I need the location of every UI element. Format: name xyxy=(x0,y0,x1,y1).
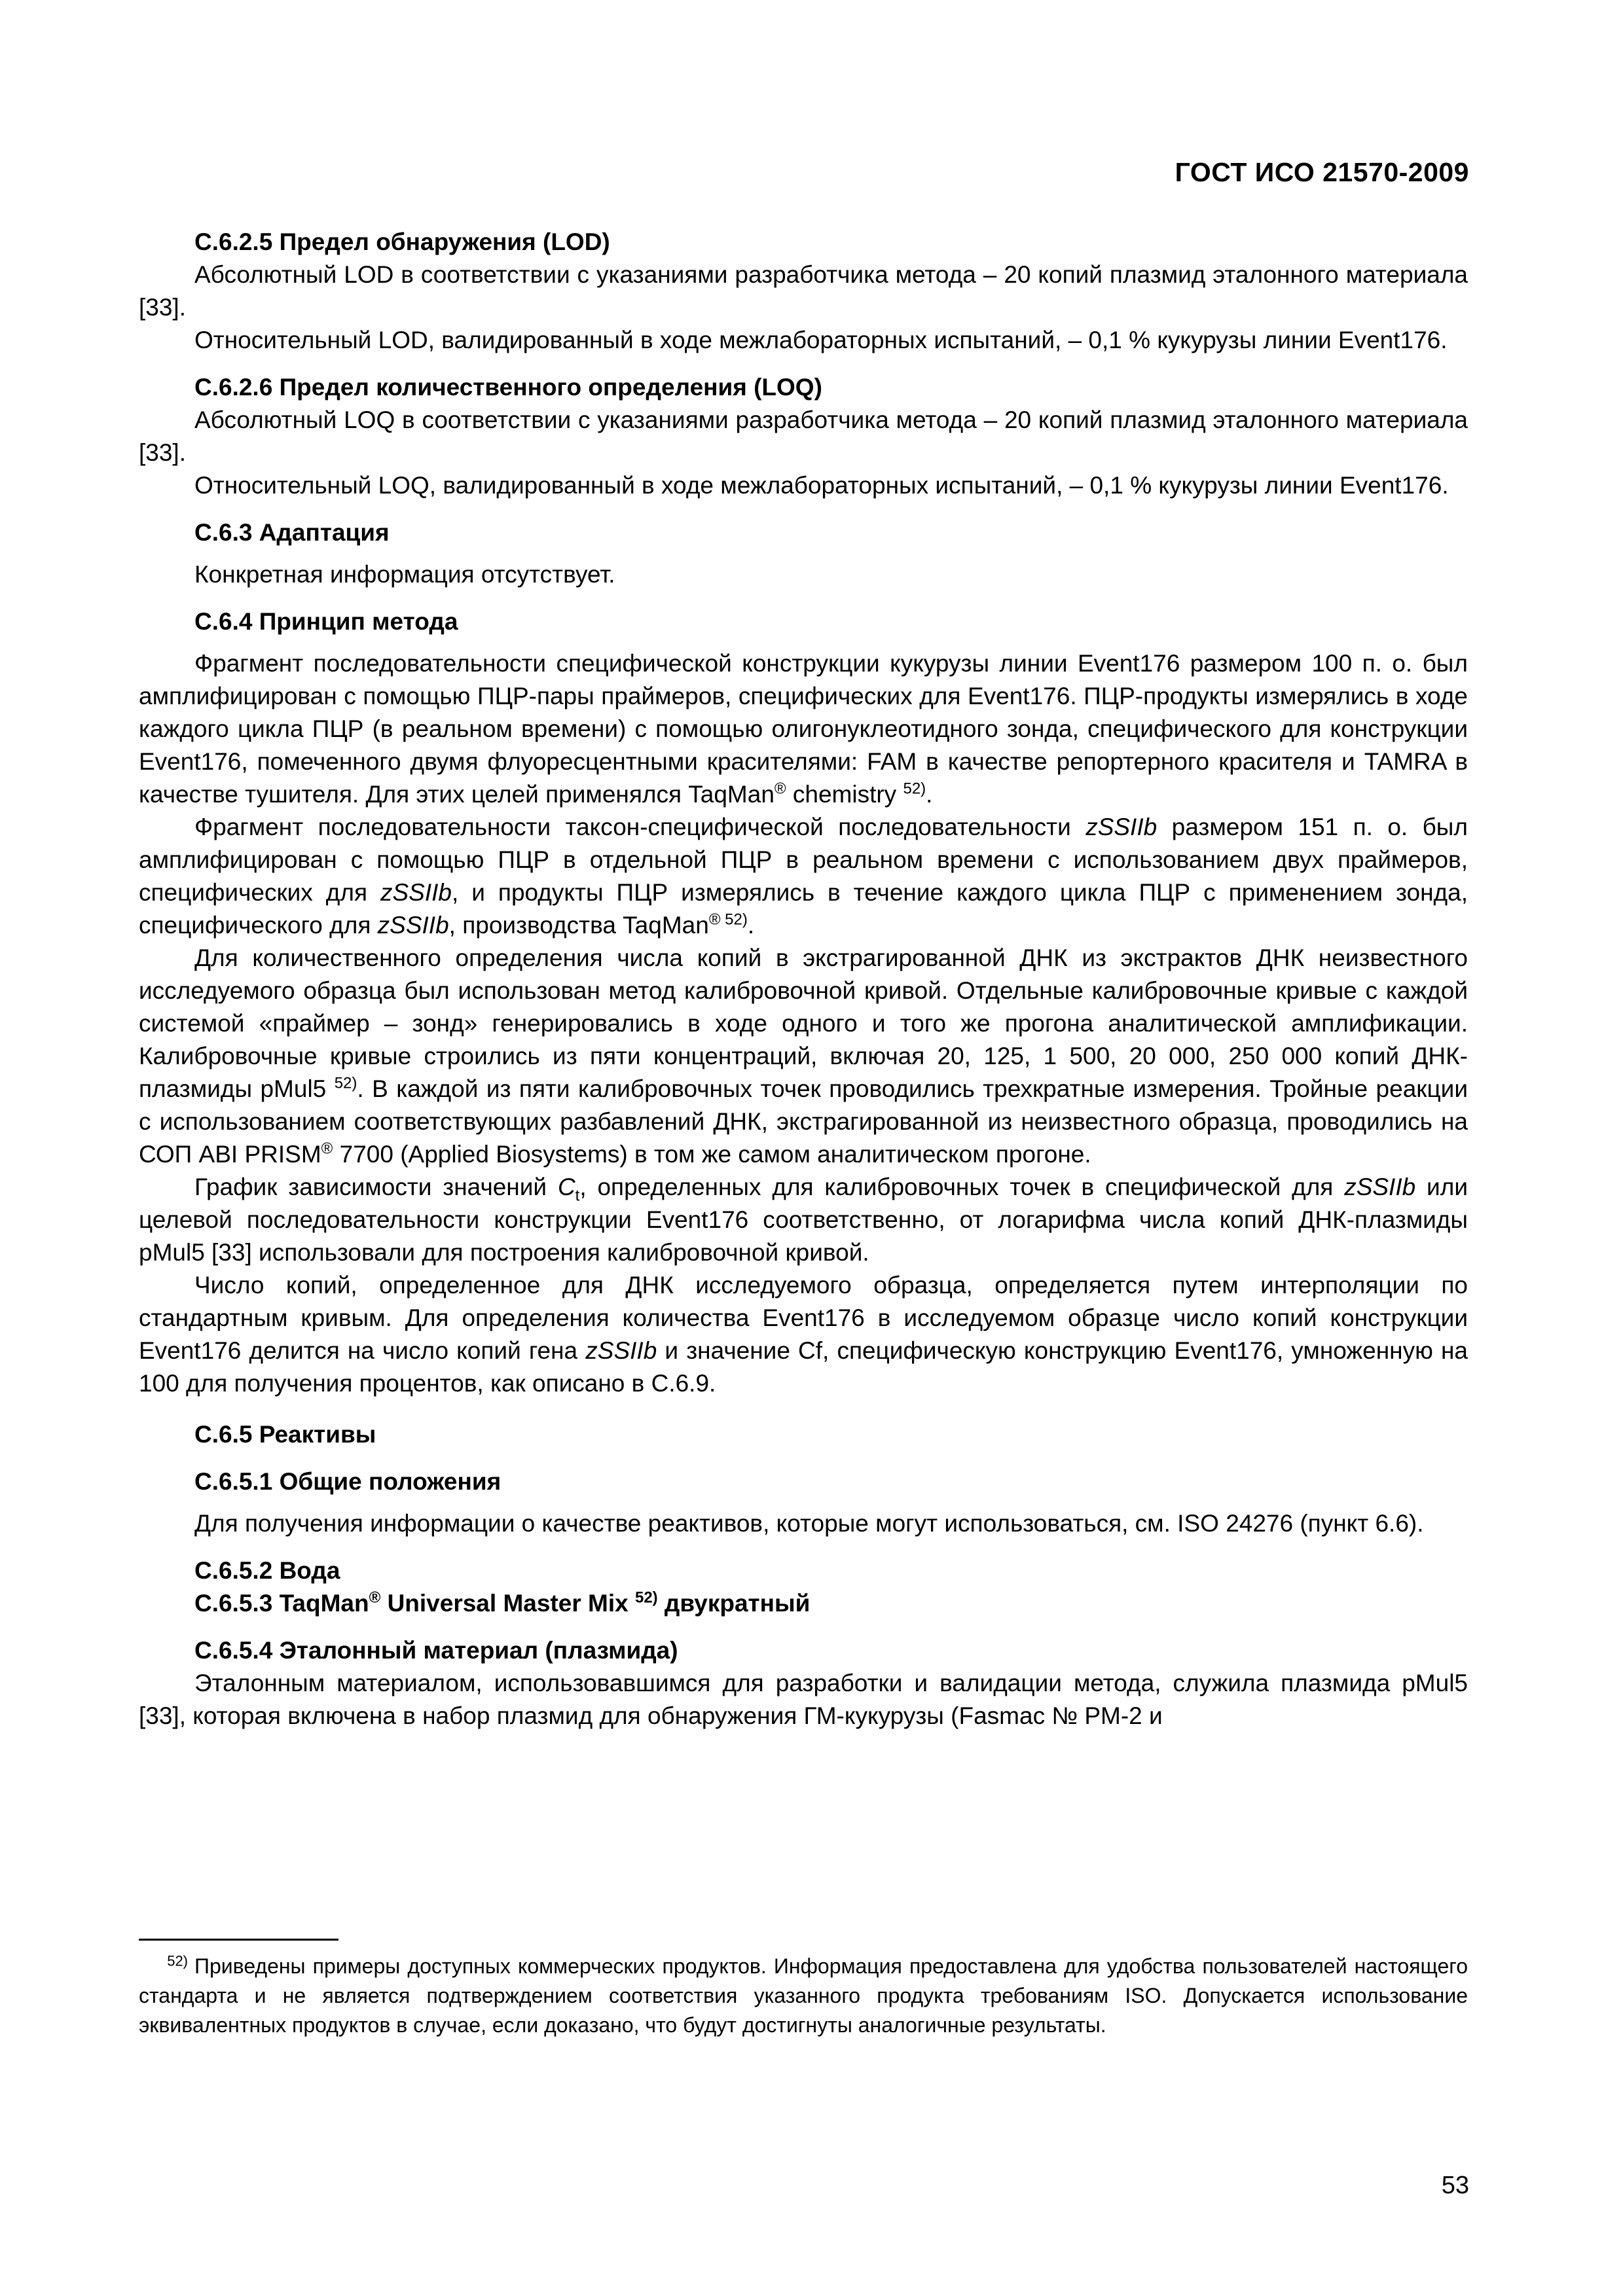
footnote-mark xyxy=(139,1952,194,1981)
loq-absolute-paragraph: Абсолютный LOQ в соответствии с указаниями разработчика метода – 20 копий плазмид эталонного материала [33]. xyxy=(139,406,1468,466)
footnote-text: Приведены примеры доступных коммерческих продуктов. Информация предоставлена для удобства пользователей настоящего стандарта и не является подтверждением соответствия указанного продукта требованиям ISO. Допускается использование эквивалентных продуктов в случае, если доказано, что будут достигнуты аналогичные результаты. xyxy=(139,1954,1468,2037)
principle-paragraph-2 xyxy=(139,811,1468,942)
principle-paragraph-3 xyxy=(139,942,1468,1171)
text-run: , определенных для калибровочных точек в специфической для xyxy=(579,1174,1345,1200)
gene-name: zSSIIb xyxy=(1085,814,1158,840)
text-run: и значение Cf, специфическую конструкцию Event176, умноженную на 100 для получения процентов, как описано в С.6.9. xyxy=(139,1337,1468,1397)
text-run: , и продукты ПЦР измерялись в течение каждого цикла ПЦР с применением зонда, специфического для xyxy=(139,879,1468,939)
principle-paragraph-1 xyxy=(139,647,1468,811)
document-code: ГОСТ ИСО 21570-2009 xyxy=(1175,157,1469,187)
heading-general-provisions: С.6.5.1 Общие положения xyxy=(194,1468,501,1495)
heading-reference-material: С.6.5.4 Эталонный материал (плазмида) xyxy=(194,1637,678,1664)
footnote-divider xyxy=(139,1939,338,1941)
loq-relative-paragraph: Относительный LOQ, валидированный в ходе межлабораторных испытаний, – 0,1 % кукурузы линии Event176. xyxy=(194,472,1449,499)
footnote-mark-number: 52) xyxy=(167,1952,188,1969)
lod-absolute-paragraph: Абсолютный LOD в соответствии с указаниями разработчика метода – 20 копий плазмид эталонного материала [33]. xyxy=(139,261,1468,321)
footnote-ref: 52) xyxy=(634,1588,658,1607)
registered-mark: ® xyxy=(708,910,721,929)
registered-mark: ® xyxy=(321,1139,333,1158)
text-run: или целевой последовательности конструкции Event176 соответственно, от логарифма числа копий ДНК-плазмиды pMul5 [33] использовали для построения калибровочной кривой. xyxy=(139,1174,1468,1266)
heading-method-principle: С.6.4 Принцип метода xyxy=(194,608,458,635)
text-run: Фрагмент последовательности специфической конструкции кукурузы линии Event176 размером 100 п. о. был амплифицирован с помощью ПЦР-пары праймеров, специфических для Event176. ПЦР-продукты измерялись в ходе каждого цикла ПЦР (в реальном времени) с помощью олигонуклеотидного зонда, специфического для конструкции Event176, помеченного двумя флуоресцентными красителями: FAM в качестве репортерного красителя и TAMRA в качестве тушителя. Для этих целей применялся TaqMan xyxy=(139,650,1468,808)
text-run: Число копий, определенное для ДНК исследуемого образца, определяется путем интерполяции по стандартным кривым. Для определения количества Event176 в исследуемом образце число копий конструкции Event176 делится на число копий гена xyxy=(139,1272,1468,1364)
gene-name: zSSIIb xyxy=(377,912,449,939)
principle-paragraph-5 xyxy=(139,1269,1468,1400)
heading-loq: С.6.2.6 Предел количественного определения (LOQ) xyxy=(194,374,822,401)
footnote xyxy=(139,1952,1468,2040)
main-content xyxy=(139,226,1468,1732)
text-run: chemistry xyxy=(786,781,903,808)
principle-paragraph-4 xyxy=(139,1171,1468,1269)
ct-subscript: t xyxy=(575,1187,580,1205)
general-provisions-paragraph: Для получения информации о качестве реактивов, которые могут использоваться, см. ISO 24276 (пункт 6.6). xyxy=(194,1510,1424,1537)
footnote-ref: 52) xyxy=(720,910,748,929)
text-run: размером 151 п. о. был амплифицирован с помощью ПЦР в отдельной ПЦР в реальном времени с использованием двух праймеров, специфических для xyxy=(139,814,1468,906)
gene-name: zSSIIb xyxy=(585,1337,657,1364)
text-run: . xyxy=(926,781,933,808)
heading-lod: С.6.2.5 Предел обнаружения (LOD) xyxy=(194,228,610,255)
heading-master-mix xyxy=(139,1587,1468,1620)
text-run: 7700 (Applied Biosystems) в том же самом аналитическом прогоне. xyxy=(333,1141,1091,1168)
ct-symbol: C xyxy=(557,1174,575,1200)
heading-adaptation: С.6.3 Адаптация xyxy=(194,519,390,546)
footnote-ref: 52) xyxy=(903,780,926,798)
text-run: двукратный xyxy=(657,1590,811,1617)
page-number: 53 xyxy=(1441,2172,1469,2199)
lod-relative-paragraph: Относительный LOD, валидированный в ходе межлабораторных испытаний, – 0,1 % кукурузы линии Event176. xyxy=(194,327,1448,353)
heading-water: С.6.5.2 Вода xyxy=(194,1557,340,1584)
text-run: Фрагмент последовательности таксон-специфической последовательности xyxy=(194,814,1086,840)
text-run: . xyxy=(747,912,755,939)
adaptation-paragraph: Конкретная информация отсутствует. xyxy=(194,561,615,588)
gene-name: zSSIIb xyxy=(380,879,452,906)
text-run: , производства TaqMan xyxy=(448,912,709,939)
registered-mark: ® xyxy=(774,780,786,798)
registered-mark: ® xyxy=(369,1588,381,1607)
heading-reagents: С.6.5 Реактивы xyxy=(194,1421,376,1448)
gene-name: zSSIIb xyxy=(1344,1174,1416,1200)
text-run: График зависимости значений xyxy=(194,1174,558,1200)
footnote-ref: 52) xyxy=(334,1074,357,1092)
text-run: Universal Master Mix xyxy=(380,1590,635,1617)
text-run: . В каждой из пяти калибровочных точек проводились трехкратные измерения. Тройные реакции с использованием соответствующих разбавлений ДНК, экстрагированной из неизвестного образца, проводились на СОП ABI PRISM xyxy=(139,1075,1468,1168)
text-run: Для количественного определения числа копий в экстрагированной ДНК из экстрактов ДНК неизвестного исследуемого образца был использован метод калибровочной кривой. Отдельные калибровочные кривые с каждой системой «праймер – зонд» генерировались в ходе одного и того же прогона аналитической амплификации. Калибровочные кривые строились из пяти концентраций, включая 20, 125, 1 500, 20 000, 250 000 копий ДНК-плазмиды pMul5 xyxy=(139,944,1468,1102)
reference-material-paragraph: Эталонным материалом, использовавшимся для разработки и валидации метода, служила плазмида pMul5 [33], которая включена в набор плазмид для обнаружения ГМ-кукурузы (Fasmac № PM-2 и xyxy=(139,1670,1468,1729)
text-run: С.6.5.3 TaqMan xyxy=(194,1590,369,1617)
